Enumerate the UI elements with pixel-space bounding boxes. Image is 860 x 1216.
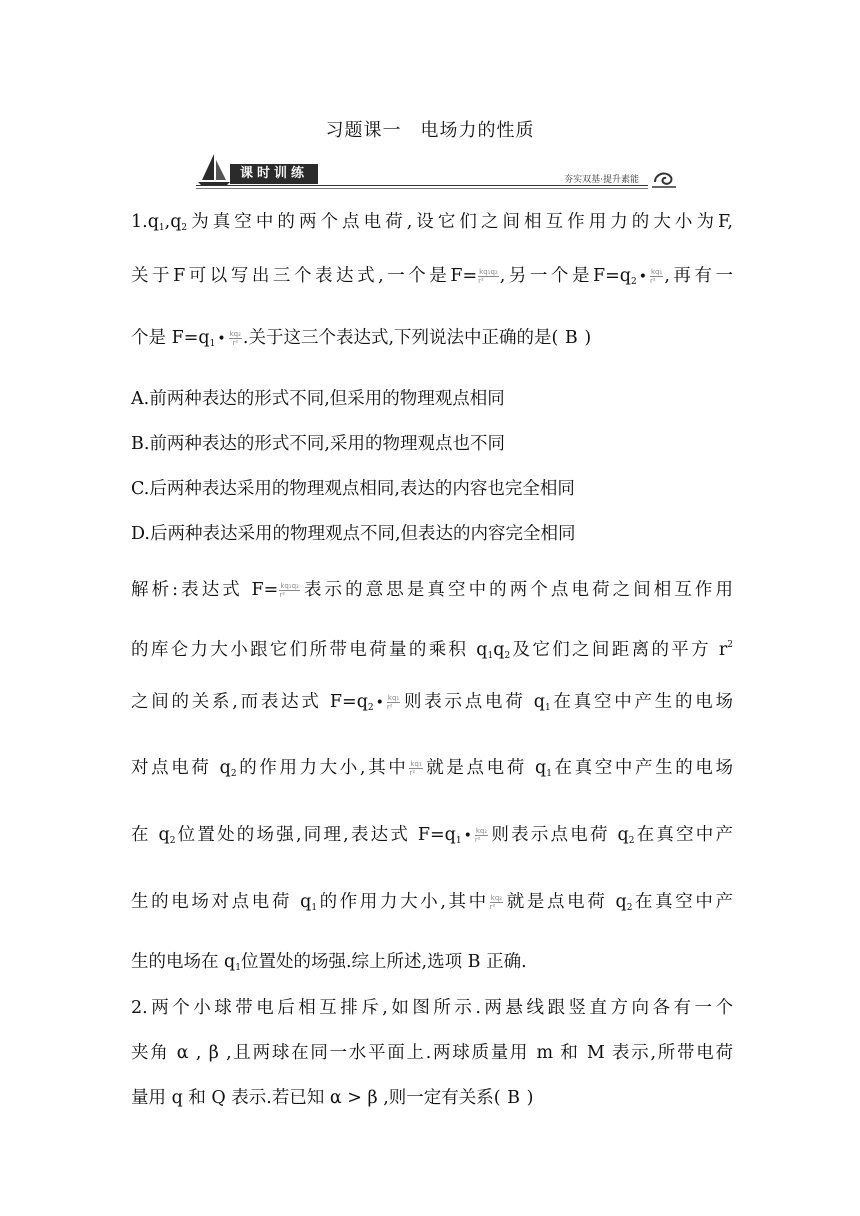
fraction-kq1-r2: $\frac{\text{kq₁}}{\text{r²}}$ xyxy=(409,760,422,777)
analysis-line-1: 解析:表达式 F= $\frac{\text{kq₁q₂}}{\text{r²}}$ 表示的意思是真空中的两个点电荷之间相互作用 xyxy=(131,580,734,600)
fraction-kq2-r2: $\frac{\text{kq₂}}{\text{r²}}$ xyxy=(229,330,241,347)
section-banner xyxy=(188,150,688,190)
banner-slogan: 夯实双基·提升素能 xyxy=(561,172,642,185)
q1-option-d: D.后两种表达采用的物理观点不同,但表达的内容完全相同 xyxy=(131,524,576,544)
fraction-kq1-r2: $\frac{\text{kq₁}}{\text{r²}}$ xyxy=(386,694,400,711)
analysis-line-7: 生的电场在 $q_1$位置处的场强.综上所述,选项 B 正确. xyxy=(131,952,527,973)
q2-line-2: 夹角 α , β ,且两球在同一水平面上.两球质量用 m 和 M 表示,所带电荷 xyxy=(131,1043,733,1063)
q1-line-3: 个是 $F=q_1$ • $\frac{\text{kq₂}}{\text{r²}}$ .关于这三个表达式,下列说法中正确的是( B ) xyxy=(131,328,592,349)
banner-rule-secondary xyxy=(196,188,648,189)
analysis-line-4: 对点电荷 $q_2$的作用力大小,其中 $\frac{\text{kq₁}}{\text{r²}}$ 就是点电荷 $q_1$在真空中产生的电场 xyxy=(131,758,734,779)
fraction-kq1-r2: $\frac{\text{kq₁}}{\text{r²}}$ xyxy=(650,268,663,285)
q1-option-a: A.前两种表达的形式不同,但采用的物理观点相同 xyxy=(131,389,505,409)
q1-option-b: B.前两种表达的形式不同,采用的物理观点也不同 xyxy=(131,434,505,454)
q1-line-2: 关于F可以写出三个表达式,一个是F= $\frac{\text{kq₁q₂}}{\text{r²}}$ ,另一个是$F=q_2$ • $\frac{\text{kq₁}}{\text{r²}}$ ,再有一 xyxy=(131,266,733,287)
analysis-line-3: 之间的关系,而表达式 $F=q_2$ • $\frac{\text{kq₁}}{\text{r²}}$ 则表示点电荷 $q_1$在真空中产生的电场 xyxy=(131,692,733,713)
fraction-kq1q2-r2: $\frac{\text{kq₁q₂}}{\text{r²}}$ xyxy=(478,268,498,285)
analysis-line-6: 生的电场对点电荷 $q_1$的作用力大小,其中 $\frac{\text{kq₂}}{\text{r²}}$ 就是点电荷 $q_2$在真空中产 xyxy=(131,892,734,913)
analysis-line-5: 在 $q_2$位置处的场强,同理,表达式 $F=q_1$ • $\frac{\text{kq₂}}{\text{r²}}$ 则表示点电荷 $q_2$在真空中产 xyxy=(131,825,734,846)
wave-swirl-icon xyxy=(652,168,678,190)
banner-rule xyxy=(196,185,648,186)
page-title: 习题课一 电场力的性质 xyxy=(325,120,535,141)
q2-answer: B xyxy=(507,1088,521,1108)
fraction-kq2-r2: $\frac{\text{kq₂}}{\text{r²}}$ xyxy=(474,827,488,844)
q2-line-1: 2.两个小球带电后相互排斥,如图所示.两悬线跟竖直方向各有一个 xyxy=(131,998,733,1018)
q1-answer: B xyxy=(564,328,578,348)
fraction-kq1q2-r2: $\frac{\text{kq₁q₂}}{\text{r²}}$ xyxy=(279,582,299,599)
banner-label: 课时训练 xyxy=(230,164,318,184)
q1-option-c: C.后两种表达采用的物理观点相同,表达的内容也完全相同 xyxy=(131,479,575,499)
q2-line-3: 量用 q 和 Q 表示.若已知 α > β ,则一定有关系( B ) xyxy=(131,1088,534,1108)
q1-line-1: $1.q_1,q_2$为真空中的两个点电荷,设它们之间相互作用力的大小为F, xyxy=(131,212,733,233)
analysis-line-2: 的库仑力大小跟它们所带电荷量的乘积 $q_1q_2$及它们之间距离的平方 $r^2$ xyxy=(131,640,733,661)
sailboat-icon xyxy=(196,152,232,188)
fraction-kq2-r2: $\frac{\text{kq₂}}{\text{r²}}$ xyxy=(489,894,503,911)
